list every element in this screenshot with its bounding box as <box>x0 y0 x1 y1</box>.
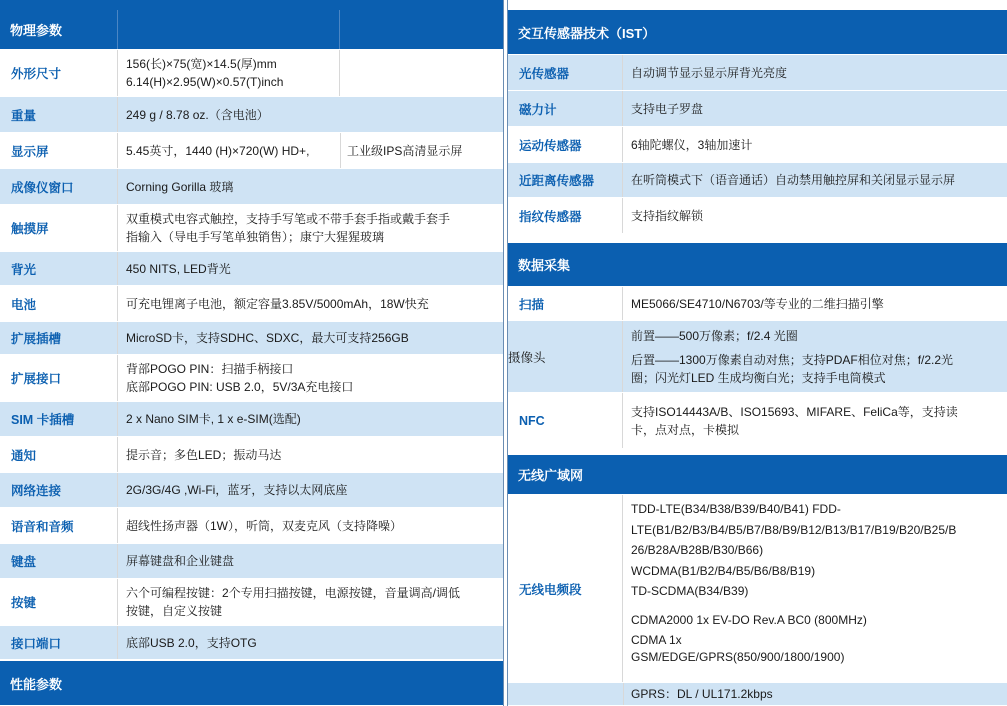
spec-row-audio <box>0 508 503 544</box>
spec-key: NFC <box>508 393 623 448</box>
spec-key: 通知 <box>0 437 118 472</box>
spec-line: 后置——1300万像素自动对焦；支持PDAF相位对焦；f/2.2光 <box>631 352 954 367</box>
spec-value <box>631 393 997 448</box>
spec-line: Corning Gorilla 玻璃 <box>126 179 234 194</box>
spec-row-motion-sensor <box>508 127 1007 163</box>
spec-line: 2G/3G/4G ,Wi-Fi，蓝牙，支持以太网底座 <box>126 483 348 497</box>
spec-key: SIM 卡插槽 <box>0 402 118 436</box>
spec-row-weight <box>0 97 503 133</box>
spec-line: 超线性扬声器（1W），听筒，双麦克风（支持降噪） <box>126 518 403 533</box>
spec-value <box>126 133 333 168</box>
spec-value <box>631 287 997 320</box>
spec-key: 显示屏 <box>0 133 118 168</box>
spec-key: 外形尺寸 <box>0 50 118 96</box>
spec-line: 卡，点对点，卡模拟 <box>631 422 740 437</box>
spec-row-network <box>0 473 503 508</box>
section-title: 性能参数 <box>10 676 63 692</box>
spec-row-dimensions <box>0 50 503 97</box>
spec-value <box>631 91 997 126</box>
spec-line: 底部USB 2.0，支持OTG <box>126 635 257 650</box>
spec-key: 扩展插槽 <box>0 322 118 354</box>
spec-line: TD-SCDMA(B34/B39) <box>631 584 749 598</box>
section-title: 物理参数 <box>10 23 63 38</box>
spec-line: 450 NITS, LED背光 <box>126 261 231 276</box>
spec-key: 磁力计 <box>508 91 623 126</box>
spec-line: LTE(B1/B2/B3/B4/B5/B7/B8/B9/B12/B13/B17/B19/B20/B25/B <box>631 522 957 537</box>
spec-value <box>126 169 495 204</box>
section-title: 无线广域网 <box>518 468 584 483</box>
spec-key: 无线电频段 <box>508 495 623 682</box>
spec-row-keyboard <box>0 544 503 579</box>
spec-line: 支持ISO14443A/B、ISO15693、MIFARE、FeliCa等，支持读 <box>631 404 958 419</box>
spec-value <box>126 437 495 472</box>
spec-line: 按键，自定义按键 <box>126 604 223 618</box>
spec-value <box>126 50 333 96</box>
spec-value <box>631 495 997 682</box>
spec-value <box>631 683 997 705</box>
spec-row-scan <box>508 287 1007 321</box>
spec-line: GPRS：DL / UL171.2kbps <box>631 687 773 701</box>
spec-line: 6轴陀螺仪，3轴加速计 <box>631 137 753 152</box>
spec-row-notification <box>0 437 503 473</box>
section-header-data-capture <box>508 243 1007 287</box>
spec-row-backlight <box>0 252 503 286</box>
physical-specs-column <box>0 0 503 706</box>
spec-line: 249 g / 8.78 oz.（含电池） <box>126 107 269 122</box>
spec-row-battery <box>0 286 503 322</box>
spec-line: 提示音；多色LED；振动马达 <box>126 447 282 462</box>
spec-value <box>631 321 997 392</box>
spec-row-imager-window <box>0 169 503 205</box>
spec-line: 支持电子罗盘 <box>631 101 704 116</box>
spec-row-fingerprint-sensor <box>508 198 1007 234</box>
spec-key: 扩展接口 <box>0 355 118 401</box>
spec-key: 成像仪窗口 <box>0 169 118 204</box>
spec-value <box>631 127 997 162</box>
spec-key: 重量 <box>0 97 118 132</box>
spec-row-sim-slot <box>0 402 503 437</box>
spec-line: GSM/EDGE/GPRS(850/900/1800/1900) <box>631 650 845 664</box>
spec-line: WCDMA(B1/B2/B4/B5/B6/B8/B19) <box>631 563 816 578</box>
spec-key: 指纹传感器 <box>508 198 623 233</box>
spec-line: 自动调节显示显示屏背光亮度 <box>631 65 788 80</box>
spec-line: MicroSD卡，支持SDHC、SDXC，最大可支持256GB <box>126 331 409 345</box>
spec-row-magnetometer <box>508 91 1007 127</box>
spec-line: 156(长)×75(宽)×14.5(厚)mm <box>126 57 277 71</box>
spec-line: TDD-LTE(B34/B38/B39/B40/B41) FDD- <box>631 502 841 516</box>
spec-value <box>631 198 997 233</box>
spec-key: 电池 <box>0 286 118 321</box>
spec-value <box>126 508 495 543</box>
spec-value <box>126 544 495 578</box>
spec-key: 摄像头 <box>508 321 623 392</box>
spec-value <box>631 163 997 197</box>
spec-key: 运动传感器 <box>508 127 623 162</box>
spec-row-gprs <box>508 683 1007 706</box>
spec-value <box>126 579 495 625</box>
spec-value <box>126 626 495 659</box>
spec-key: 网络连接 <box>0 473 118 507</box>
spec-row-expansion-interface <box>0 355 503 402</box>
spec-key: 光传感器 <box>508 55 623 90</box>
spec-line: 指输入（导电手写笔单独销售）；康宁大猩猩玻璃 <box>126 230 385 244</box>
section-title: 数据采集 <box>518 258 571 273</box>
spec-key: 按键 <box>0 579 118 625</box>
spec-value <box>126 322 495 354</box>
spec-key: 语音和音频 <box>0 508 118 543</box>
spec-value <box>126 252 495 285</box>
spec-line: 前置——500万像素；f/2.4 光圈 <box>631 328 798 343</box>
section-gap <box>508 234 1007 243</box>
spec-line: 26/B28A/B28B/B30/B66) <box>631 543 764 557</box>
spec-key: 触摸屏 <box>0 205 118 251</box>
spec-line: 背部POGO PIN：扫描手柄接口 <box>126 362 294 376</box>
spec-line: 6.14(H)×2.95(W)×0.57(T)inch <box>126 75 284 89</box>
section-header-wwan <box>508 455 1007 495</box>
section-header-physical <box>0 10 503 50</box>
spec-line: 圈；闪光灯LED 生成均衡白光；支持手电筒模式 <box>631 370 886 385</box>
column-divider <box>503 0 504 706</box>
spec-line: 六个可编程按键：2个专用扫描按键，电源按键，音量调高/调低 <box>126 586 461 600</box>
spec-key: 背光 <box>0 252 118 285</box>
spec-value <box>126 402 495 436</box>
spec-row-nfc <box>508 393 1007 449</box>
spec-row-display <box>0 133 503 169</box>
spec-key: 键盘 <box>0 544 118 578</box>
spec-value <box>126 205 495 251</box>
spec-line: ME5066/SE4710/N6703/等专业的二维扫描引擎 <box>631 296 884 311</box>
top-rule <box>0 0 503 10</box>
spec-line: 底部POGO PIN: USB 2.0，5V/3A充电接口 <box>126 380 354 394</box>
spec-key: 扫描 <box>508 287 623 320</box>
spec-line: 屏幕键盘和企业键盘 <box>126 554 235 568</box>
spec-line: 2 x Nano SIM卡, 1 x e-SIM(选配) <box>126 412 301 426</box>
spec-row-ports <box>0 626 503 660</box>
spec-line: 5.45英寸，1440 (H)×720(W) HD+, <box>126 143 310 158</box>
spec-row-proximity-sensor <box>508 163 1007 198</box>
spec-line: 可充电锂离子电池，额定容量3.85V/5000mAh，18W快充 <box>126 296 429 311</box>
spec-row-touchscreen <box>0 205 503 252</box>
spec-key: 近距离传感器 <box>508 163 623 197</box>
spec-row-expansion-slot <box>0 322 503 355</box>
spec-value <box>126 97 495 132</box>
spec-value <box>631 55 997 90</box>
spec-value <box>126 286 495 321</box>
spec-row-buttons <box>0 579 503 626</box>
spec-row-light-sensor <box>508 55 1007 91</box>
spec-line: CDMA 1x <box>631 633 682 647</box>
sensor-specs-column <box>508 0 1007 706</box>
spec-row-radio-bands <box>508 495 1007 683</box>
spec-key: 接口端口 <box>0 626 118 659</box>
spec-value <box>126 473 495 507</box>
section-header-performance <box>0 661 503 706</box>
section-header-ist <box>508 10 1007 55</box>
section-title: 交互传感器技术（IST） <box>518 25 656 41</box>
spec-line: 双重模式电容式触控，支持手写笔或不带手套手指或戴手套手 <box>126 212 451 226</box>
spec-row-camera <box>508 321 1007 393</box>
spec-value <box>126 355 495 401</box>
spec-line: 支持指纹解锁 <box>631 208 704 223</box>
spec-line: CDMA2000 1x EV-DO Rev.A BC0 (800MHz) <box>631 612 867 627</box>
spec-value-extra: 工业级IPS高清显示屏 <box>340 133 503 168</box>
spec-line: 在听筒模式下（语音通话）自动禁用触控屏和关闭显示显示屏 <box>631 173 956 187</box>
